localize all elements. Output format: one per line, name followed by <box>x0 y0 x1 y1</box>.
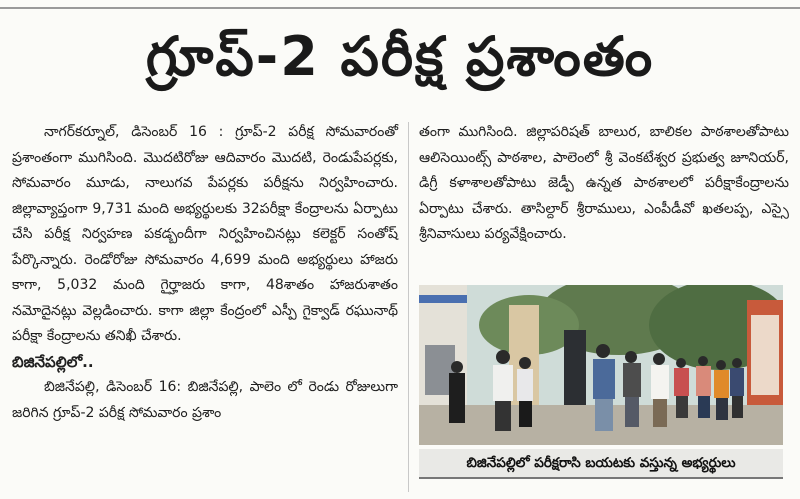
article-paragraph: బిజినేపల్లి, డిసెంబర్ 16: బిజినేపల్లి, పాలెం లో రెండు రోజులుగా జరిగిన గ్రూప్-2 పరీక్ష సోమవారం ప్రశాం <box>12 379 398 421</box>
right-column <box>419 120 789 248</box>
left-column <box>12 120 398 426</box>
column-divider <box>408 122 409 492</box>
headline: గ్రూప్-2 పరీక్ష ప్రశాంతం <box>145 25 655 88</box>
photo-caption: బిజినేపల్లిలో పరీక్షరాసి బయటకు వస్తున్న అభ్యర్థులు <box>419 449 783 479</box>
top-rule <box>0 7 800 9</box>
article-paragraph: తంగా ముగిసింది. జిల్లాపరిషత్ బాలుర, బాలికల పాఠశాలతోపాటు ఆలిసెయింట్స్ పాఠశాల, పాలెంలో శ్రీ వెంకటేశ్వర ప్రభుత్వ జూనియర్, డిగ్రీ కళాశాలతోపాటు జెడ్పీ ఉన్నత పాఠశాలలో పరీక్షాకేంద్రాలను ఏర్పాటు చేశారు. తాసిల్దార్ శ్రీరాములు, ఎంపీడీవో ఖతలప్ప, ఎస్సై శ్రీనివాసులు పర్యవేక్షించారు. <box>419 124 789 242</box>
subheading: బిజినేపల్లిలో.. <box>12 352 94 371</box>
news-photo <box>419 285 783 445</box>
article-paragraph: నాగర్‌కర్నూల్, డిసెంబర్ 16 : గ్రూప్-2 పరీక్ష సోమవారంతో ప్రశాంతంగా ముగిసింది. మొదటిరోజు ఆదివారం మొదటి, రెండుపేపర్లకు, సోమవారం మూడు, నాలుగవ పేపర్లకు పరీక్షను నిర్వహించారు. జిల్లావ్యాప్తంగా 9,731 మంది అభ్యర్థులకు 32పరీక్షా కేంద్రాలను ఏర్పాటు చేసి పరీక్ష నిర్వహణ పకడ్బందీగా నిర్వహించినట్లు కలెక్టర్ సంతోష్ పేర్కొన్నారు. రెండోరోజు సోమవారం 4,699 మంది అభ్యర్థులు హాజరు కాగా, 5,032 మంది గైర్హాజరు కాగా, 48శాతం హాజరుశాతం నమోదైనట్లు వెల్లడించారు. కాగా జిల్లా కేంద్రంలో ఎస్పీ గైక్వాడ్ రఘునాథ్ పరీక్షా కేంద్రాలను తనిఖీ చేశారు. <box>12 124 398 344</box>
